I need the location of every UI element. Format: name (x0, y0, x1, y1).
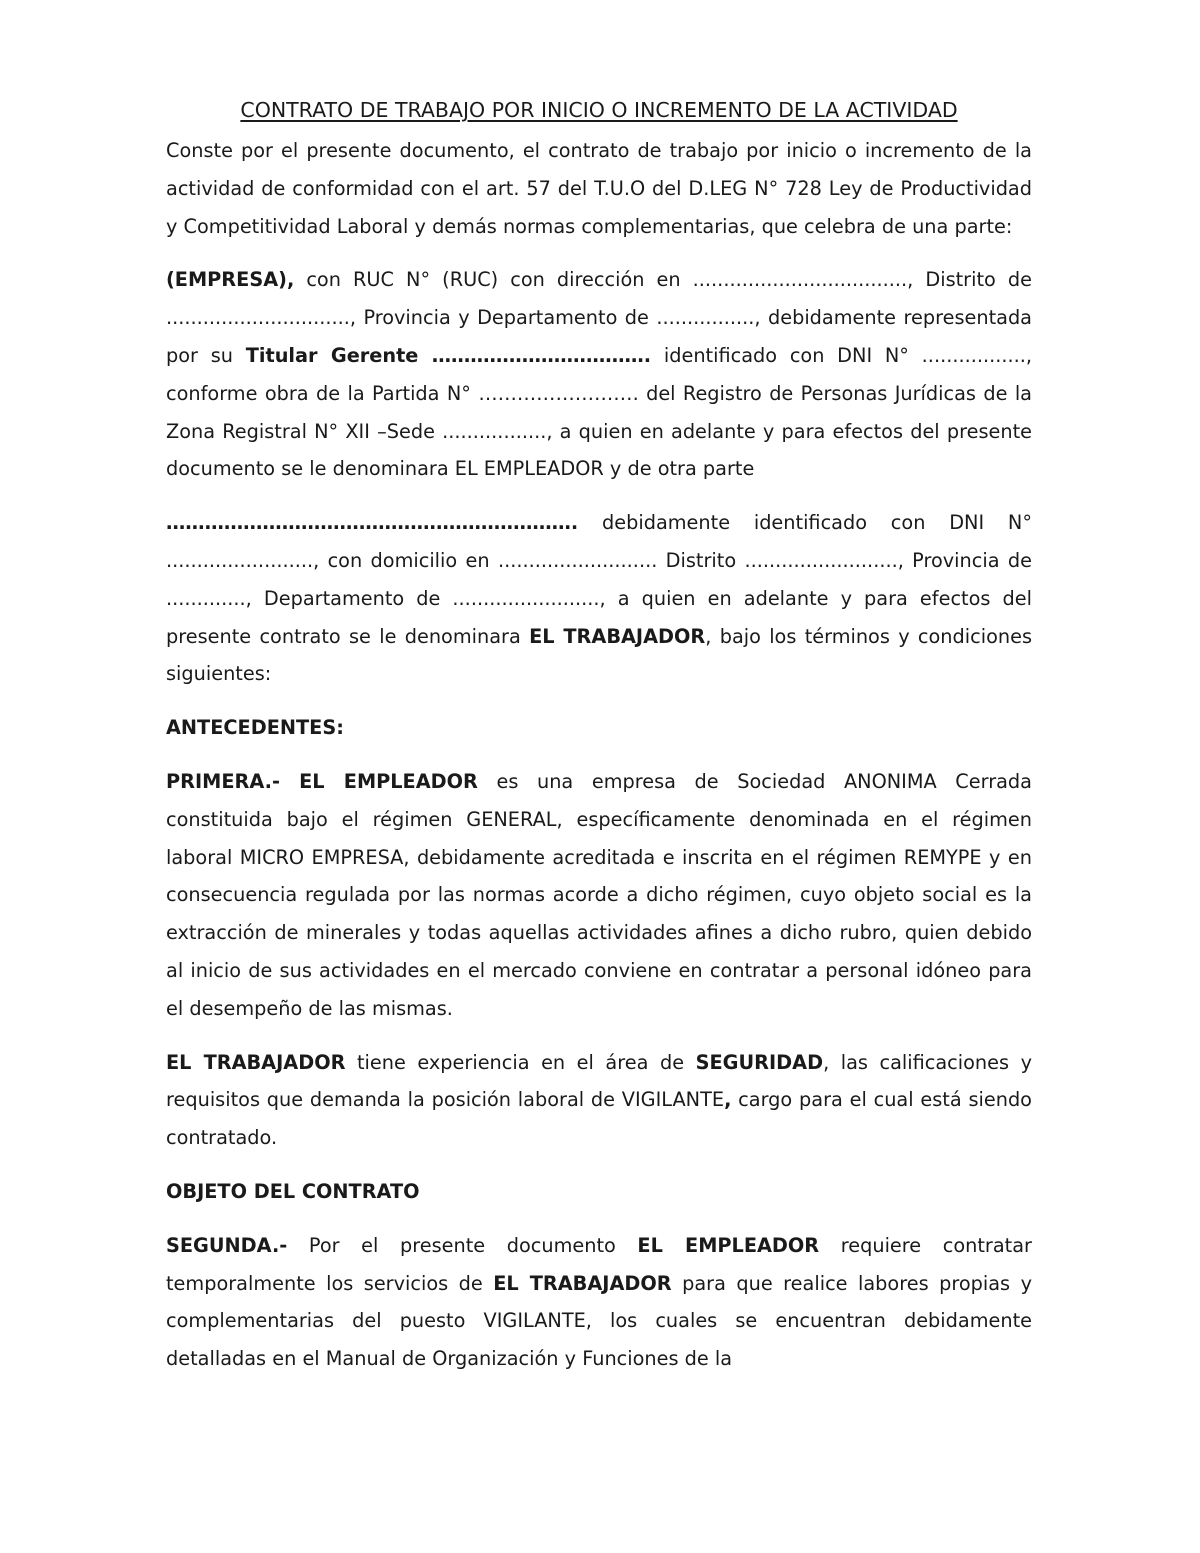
trabajador-label: EL TRABAJADOR (529, 624, 706, 648)
titular-label: Titular Gerente ……………………………. (245, 343, 652, 367)
segunda-text-b: requiere contratar temporalmente los servicios de (166, 1233, 1032, 1295)
objeto-heading-text: OBJETO DEL CONTRATO (166, 1179, 420, 1203)
segunda-text-c: para que realice labores propias y complementarias del puesto VIGILANTE, los cuales se encuentran debidamente detalladas en el Manual de Organización y Funciones de la (166, 1271, 1032, 1371)
trabajador-para-text-b: , las calificaciones y requisitos que demanda la posición laboral de VIGILANTE (166, 1050, 1032, 1112)
party2-paragraph (166, 504, 1032, 693)
trabajador-para-text-a: tiene experiencia en el área de (345, 1050, 696, 1074)
antecedentes-heading: ANTECEDENTES: (166, 716, 344, 740)
party2-dots: ………………………………………………………. (166, 511, 579, 535)
seguridad-label: SEGURIDAD (695, 1050, 824, 1074)
party2-text-a: debidamente identificado con DNI N° ........................, con domicilio en .......................... Distrito ........................., Provincia de ............., Departamento de ........................, a quien en adelante y para efectos del presente contrato se le denominara (166, 511, 1032, 648)
document-page (166, 96, 1032, 1378)
party1-paragraph (166, 261, 1032, 488)
primera-label: PRIMERA.- EL EMPLEADOR (166, 769, 478, 793)
segunda-empleador-label: EL EMPLEADOR (637, 1233, 820, 1257)
objeto-heading (166, 1173, 1032, 1211)
intro-text: Conste por el presente documento, el contrato de trabajo por inicio o incremento de la actividad de conformidad con el art. 57 del T.U.O del D.LEG N° 728 Ley de Productividad y Competitividad Laboral y demás normas complementarias, que celebra de una parte: (166, 139, 1032, 238)
segunda-paragraph (166, 1227, 1032, 1378)
intro-paragraph (166, 132, 1032, 245)
segunda-text-a: Por el presente documento (287, 1233, 638, 1257)
segunda-trabajador-label: EL TRABAJADOR (493, 1271, 672, 1295)
trabajador-paragraph (166, 1044, 1032, 1157)
empresa-label: (EMPRESA), (166, 268, 295, 292)
party1-text-b: identificado con DNI N° ................., conforme obra de la Partida N° ……………………. del Registro de Personas Jurídicas de la Zona Registral N° XII –Sede ................., a quien en adelante y para efectos del presente documento se le denominara EL EMPLEADOR y de otra parte (166, 343, 1033, 481)
primera-paragraph (166, 763, 1032, 1028)
vigilante-comma: , (724, 1088, 732, 1112)
contract-title: CONTRATO DE TRABAJO POR INICIO O INCREMENTO DE LA ACTIVIDAD (240, 98, 958, 122)
party2-text-b: , bajo los términos y condiciones siguientes: (166, 624, 1032, 686)
primera-text: es una empresa de Sociedad ANONIMA Cerrada constituida bajo el régimen GENERAL, específicamente denominada en el régimen laboral MICRO EMPRESA, debidamente acreditada e inscrita en el régimen REMYPE y en consecuencia regulada por las normas acorde a dicho régimen, cuyo objeto social es la extracción de minerales y todas aquellas actividades afines a dicho rubro, quien debido al inicio de sus actividades en el mercado conviene en contratar a personal idóneo para el desempeño de las mismas. (166, 769, 1032, 1020)
trabajador-para-label: EL TRABAJADOR (166, 1050, 346, 1074)
party1-text-a: con RUC N° (RUC) con dirección en ..................................., Distrito de .............................., Provincia y Departamento de ................, debidamente representada por su (166, 268, 1032, 367)
trabajador-para-text-c: cargo para el cual está siendo contratado. (166, 1088, 1032, 1150)
segunda-label: SEGUNDA.- (166, 1233, 288, 1257)
